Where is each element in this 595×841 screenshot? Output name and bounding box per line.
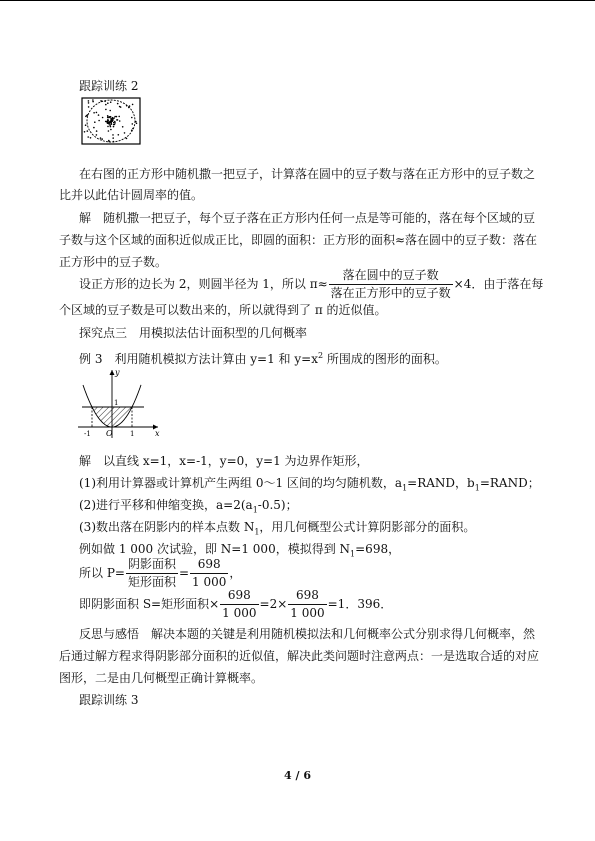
trial-text-b: =698， (355, 542, 401, 556)
s-prefix: 即阴影面积 S=矩形面积× (79, 597, 220, 611)
reflect-line-1: 反思与感悟 解决本题的关键是利用随机模拟法和几何概率公式分别求得几何概率，然 (79, 627, 536, 641)
bean-dot (109, 110, 111, 112)
p-fraction-2 (190, 557, 228, 590)
bean-dot (96, 130, 98, 132)
origin-label: O (106, 429, 113, 438)
bean-dot (132, 104, 134, 106)
bean-dot (128, 107, 130, 109)
s-frac2-numerator: 698 (295, 588, 319, 602)
bean-dot (101, 138, 103, 140)
bean-dot (90, 137, 92, 139)
bean-dot (112, 117, 114, 119)
step1-text-a: (1)利用计算器或计算机产生两组 0～1 区间的均匀随机数，a (79, 476, 403, 490)
explore3-heading: 探究点三 用模拟法估计面积型的几何概率 (79, 326, 308, 340)
example3-text-a: 例 3 利用随机模拟方法计算由 y=1 和 y=x (79, 352, 318, 366)
bean-dot (107, 126, 109, 128)
reflect-line-2: 后通过解方程求得阴影部分面积的近似值，解决此类问题时注意两点：一是选取合适的对应 (59, 649, 540, 663)
bean-dot (107, 117, 109, 119)
bean-dot (87, 136, 89, 138)
bean-dot (96, 112, 98, 114)
bean-dot (98, 114, 100, 116)
pi-prefix: 设正方形的边长为 2，则圆半径为 1，所以 π≈ (79, 277, 328, 291)
probability-formula-line (79, 557, 241, 590)
x-axis-label: x (155, 429, 160, 438)
example3-line (79, 348, 447, 367)
bean-dot (113, 126, 115, 128)
pi-fraction (329, 268, 453, 301)
bean-dot (124, 132, 126, 134)
bean-dot (85, 124, 87, 126)
step2-text-a: (2)进行平移和伸缩变换，a=2(a (79, 498, 253, 512)
bean-dot (117, 103, 119, 105)
pi-estimate-line (79, 268, 543, 301)
s-fraction-2 (288, 588, 326, 621)
example3-exponent: 2 (317, 351, 324, 360)
step2-subscript: 1 (252, 505, 258, 515)
bean-dot (87, 130, 89, 132)
p-fraction-1 (126, 557, 178, 590)
bean-dot (129, 105, 131, 107)
y-axis-arrow (110, 370, 115, 375)
p-prefix: 所以 P= (79, 566, 125, 580)
bean-dot (116, 119, 118, 121)
p-frac1-denominator: 矩形面积 (127, 575, 176, 589)
bean-dot (110, 120, 112, 122)
bean-dot (92, 101, 94, 103)
bean-dot (108, 122, 110, 124)
s-suffix: =1．396． (327, 597, 393, 611)
bean-dot (105, 109, 107, 111)
trial-text-a: 例如做 1 000 次试验，即 N=1 000，模拟得到 N (79, 542, 351, 556)
bean-dot (132, 123, 134, 125)
step1-line (79, 476, 540, 495)
bean-dot (110, 126, 112, 128)
bean-dot (105, 121, 107, 123)
bean-dot (113, 141, 115, 143)
bean-dot (118, 134, 120, 136)
pi-suffix: ×4．由于落在每 (453, 277, 544, 291)
track2-heading: 跟踪训练 2 (79, 79, 139, 93)
bean-dot (98, 120, 100, 122)
p-suffix: ， (229, 566, 242, 580)
bean-dot (101, 100, 103, 102)
step1-subscript-b: 1 (474, 483, 480, 493)
example3-text-b: 所围成的图形的面积。 (323, 352, 447, 366)
bean-dot (132, 128, 134, 130)
bean-dot (108, 141, 110, 143)
bean-dot (109, 117, 111, 119)
bean-dot (120, 106, 122, 108)
bean-dot (131, 130, 133, 132)
bean-dot (136, 123, 138, 125)
s-frac1-denominator: 1 000 (222, 606, 257, 620)
bean-dot (104, 101, 106, 103)
bean-dot (114, 121, 116, 123)
step3-text-b: ，用几何概型公式计算阴影部分的面积。 (259, 520, 476, 534)
bean-dot (135, 121, 137, 123)
bean-dot (126, 138, 128, 140)
bean-dot (116, 116, 118, 118)
bean-dot (122, 126, 124, 128)
page-number: 4 / 6 (284, 769, 311, 782)
s-frac1-numerator: 698 (227, 588, 251, 602)
bean-dot (110, 122, 112, 124)
solution3-line-1: 解 以直线 x=1，x=-1，y=0，y=1 为边界作矩形， (79, 454, 369, 468)
parabola-figure (76, 366, 166, 442)
s-frac2-denominator: 1 000 (290, 606, 325, 620)
bean-dot (102, 117, 104, 119)
step2-line (79, 498, 298, 517)
bean-dot (110, 129, 112, 131)
reflect-line-3: 图形，二是由几何概型正确计算概率。 (59, 671, 264, 685)
bean-dot (112, 137, 114, 139)
bean-dot (88, 102, 90, 104)
bean-dot (126, 105, 128, 107)
step1-text-c: =RAND； (479, 476, 540, 490)
problem-line-1: 在右图的正方形中随机撒一把豆子，计算落在圆中的豆子数与落在正方形中的豆子数之 (79, 167, 536, 181)
bean-dot (84, 131, 86, 133)
pi-frac-numerator: 落在圆中的豆子数 (342, 268, 439, 282)
bean-dot (92, 99, 94, 101)
step3-subscript: 1 (254, 527, 260, 537)
solution-line-3: 正方形中的豆子数。 (59, 255, 168, 269)
step3-text-a: (3)数出落在阴影内的样本点数 N (79, 520, 255, 534)
solution-line-2: 子数与这个区域的面积近似成正比，即圆的面积：正方形的面积≈落在圆中的豆子数：落在 (59, 233, 538, 247)
solution-line-1: 解 随机撒一把豆子，每个豆子落在正方形内任何一点是等可能的，落在每个区域的豆 (79, 211, 536, 225)
trial-subscript: 1 (350, 549, 356, 559)
bean-dot (96, 134, 98, 136)
tick-pos1-label: 1 (130, 430, 135, 438)
p-frac1-numerator: 阴影面积 (127, 557, 176, 571)
bean-dot (105, 104, 107, 106)
p-frac2-numerator: 698 (197, 557, 221, 571)
bean-dot (85, 116, 87, 118)
track3-heading: 跟踪训练 3 (79, 693, 139, 707)
pi-frac-denominator: 落在正方形中的豆子数 (330, 286, 451, 300)
p-frac2-denominator: 1 000 (192, 575, 227, 589)
tick-neg1-label: -1 (84, 430, 91, 438)
step2-text-b: -0.5)； (257, 498, 298, 512)
bean-dot (88, 106, 90, 108)
bean-dot (131, 117, 133, 119)
problem-line-2: 比并以此估计圆周率的值。 (59, 188, 204, 202)
bean-dot (114, 122, 116, 124)
step1-subscript-a: 1 (402, 483, 408, 493)
bean-dot (94, 121, 96, 123)
step3-line (79, 520, 475, 539)
bean-dot (93, 112, 95, 114)
tick-y1-label: 1 (114, 399, 119, 407)
bean-dot (118, 116, 120, 118)
bean-dot (112, 134, 114, 136)
pi-line-2: 个区域的豆子数是可以数出来的，所以就得到了 π 的近似值。 (59, 303, 387, 317)
s-middle: =2× (259, 597, 288, 611)
bean-dot (119, 120, 121, 122)
step1-text-b: =RAND，b (407, 476, 475, 490)
bean-dot (93, 127, 95, 129)
bean-dot (107, 102, 109, 104)
header-rule (0, 0, 595, 1)
y-axis-label: y (115, 368, 120, 377)
p-equals: = (178, 566, 190, 580)
bean-dot (110, 101, 112, 103)
bean-dot (100, 137, 102, 139)
bean-dot (108, 130, 110, 132)
area-formula-line (79, 588, 392, 621)
bean-dot (88, 100, 90, 102)
bean-dot (110, 118, 112, 120)
s-fraction-1 (220, 588, 258, 621)
bean-dot (113, 117, 115, 119)
bean-dot (107, 115, 109, 117)
bean-square-figure (81, 97, 141, 145)
bean-dot (114, 124, 116, 126)
